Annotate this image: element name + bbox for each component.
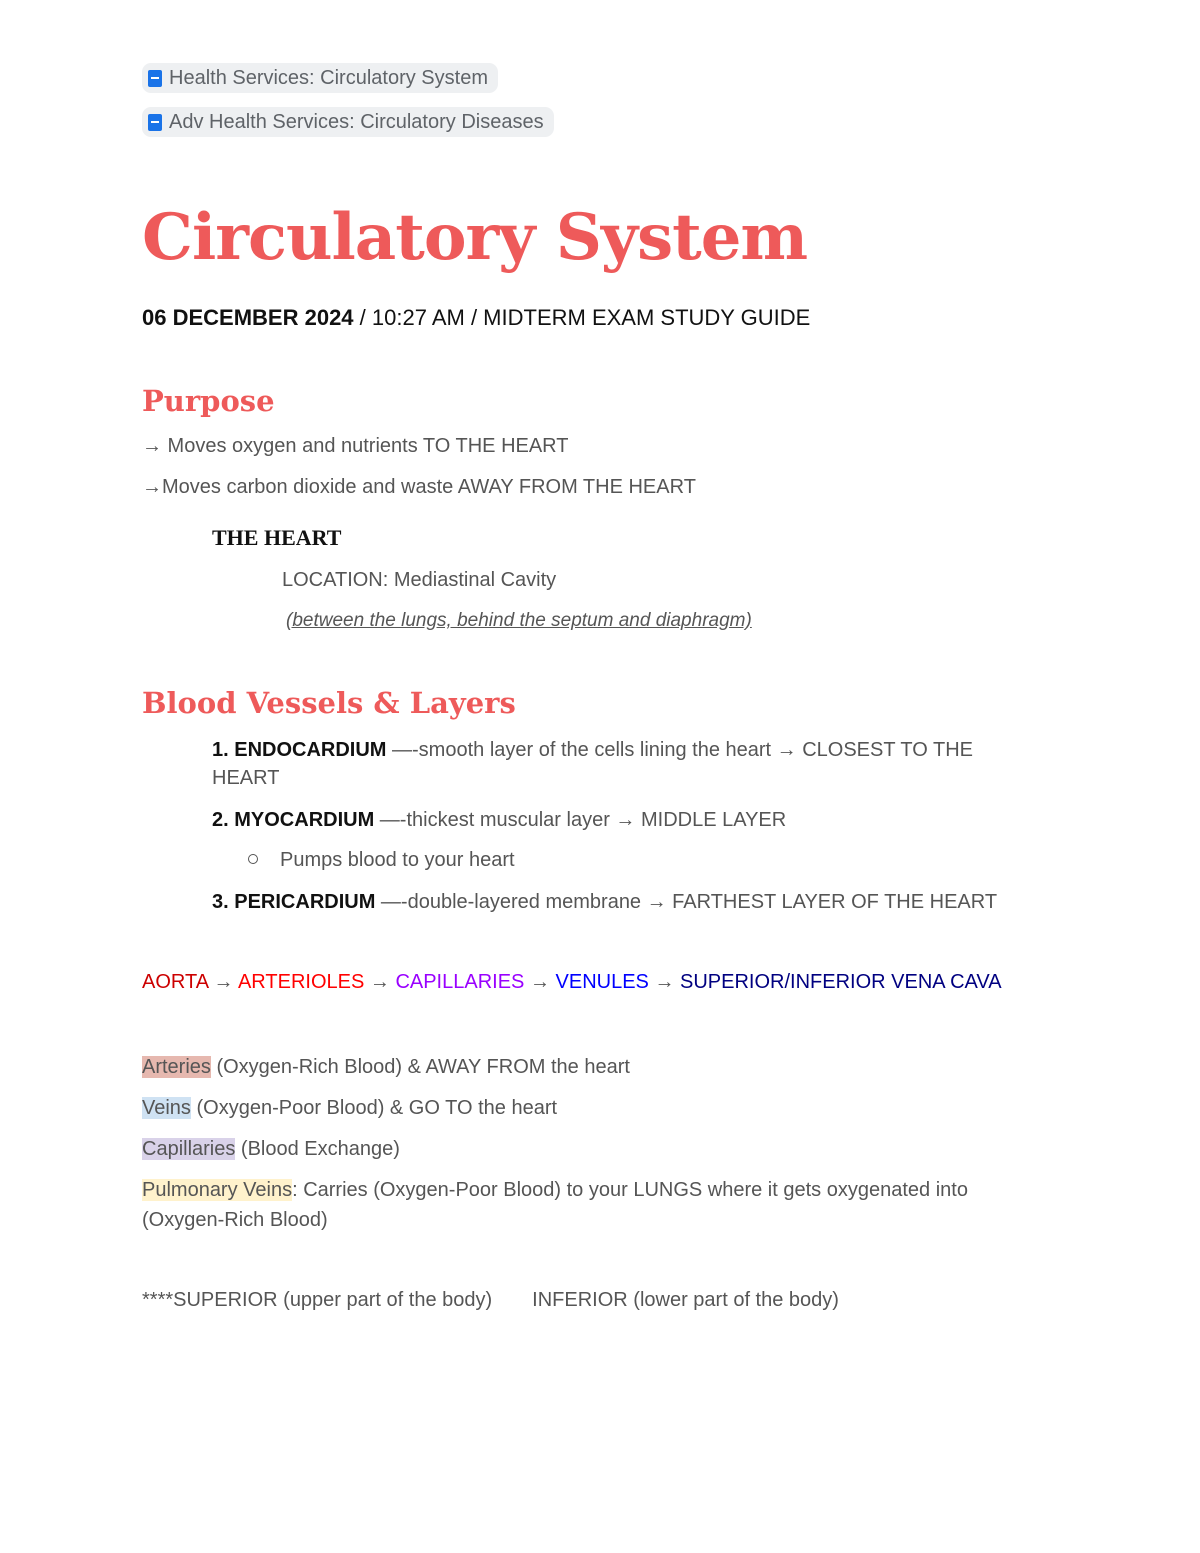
linked-doc-chip-circulatory-diseases[interactable] [142, 107, 554, 137]
flow-venules: VENULES [555, 971, 649, 993]
flow-aorta: AORTA [142, 971, 208, 993]
vessel-type-capillaries [142, 1134, 1022, 1164]
heart-location: LOCATION: Mediastinal Cavity [282, 569, 557, 591]
flow-arrow: → [364, 971, 396, 993]
flow-capillaries: CAPILLARIES [395, 971, 525, 993]
document-title: Circulatory System [142, 200, 808, 275]
vessel-type-description: (Oxygen-Rich Blood) & AWAY FROM the heart [210, 1056, 630, 1078]
layer-item-endocardium [212, 736, 1042, 792]
flow-arterioles: ARTERIOLES [237, 971, 365, 993]
sub-bullet-item [248, 849, 515, 872]
google-doc-icon [148, 70, 162, 87]
google-doc-icon [148, 114, 162, 131]
flow-arrow: → [648, 971, 681, 993]
document-meta [142, 305, 810, 331]
heart-subheading: THE HEART [212, 525, 342, 550]
note-inferior: INFERIOR (lower part of the body) [532, 1289, 839, 1311]
flow-arrow: → [524, 971, 556, 993]
highlighted-term: Veins [142, 1097, 191, 1119]
layer-description: —-double-layered membrane → FARTHEST LAYER OF THE HEART [375, 891, 998, 913]
layer-name: PERICARDIUM [234, 891, 376, 913]
vessel-type-description: : Carries (Oxygen-Poor Blood) to your LUNGS where it gets oxygenated into (Oxygen-Rich Blood) [142, 1179, 968, 1231]
highlighted-term: Arteries [142, 1056, 211, 1078]
vessel-type-description: (Oxygen-Poor Blood) & GO TO the heart [190, 1097, 558, 1119]
blood-flow-sequence [142, 971, 1002, 994]
sub-bullet-text: Pumps blood to your heart [280, 849, 515, 871]
layer-item-myocardium [212, 806, 1042, 834]
layer-number: 1. [212, 739, 229, 761]
layer-name: MYOCARDIUM [234, 809, 375, 831]
layer-number: 3. [212, 891, 229, 913]
layer-item-pericardium [212, 888, 1042, 916]
layer-number: 2. [212, 809, 229, 831]
note-superior: ****SUPERIOR (upper part of the body) [142, 1289, 493, 1311]
layer-name: ENDOCARDIUM [234, 739, 387, 761]
section-heading-purpose: Purpose [142, 384, 275, 418]
heart-location-note: (between the lungs, behind the septum and diaphragm) [286, 610, 752, 631]
section-heading-blood-vessels: Blood Vessels & Layers [142, 686, 516, 720]
superior-inferior-note [142, 1289, 839, 1312]
highlighted-term: Capillaries [142, 1138, 236, 1160]
layer-description: —-smooth layer of the cells lining the heart → CLOSEST TO THE HEART [212, 739, 974, 789]
meta-rest: / 10:27 AM / MIDTERM EXAM STUDY GUIDE [353, 305, 811, 330]
flow-vena-cava: SUPERIOR/INFERIOR VENA CAVA [680, 971, 1002, 993]
vessel-type-pulmonary-veins [142, 1175, 1022, 1235]
vessel-type-description: (Blood Exchange) [235, 1138, 400, 1160]
purpose-line: →Moves carbon dioxide and waste AWAY FROM THE HEART [142, 476, 696, 498]
linked-doc-label: Adv Health Services: Circulatory Diseases [169, 110, 544, 133]
vessel-type-arteries [142, 1052, 1022, 1082]
flow-arrow: → [207, 971, 238, 993]
purpose-line: → Moves oxygen and nutrients TO THE HEART [142, 435, 569, 457]
layer-description: —-thickest muscular layer → MIDDLE LAYER [374, 809, 787, 831]
linked-doc-label: Health Services: Circulatory System [169, 66, 488, 89]
linked-doc-chip-circulatory-system[interactable] [142, 63, 498, 93]
vessel-type-veins [142, 1093, 1022, 1123]
hollow-bullet-icon [248, 854, 258, 864]
meta-date: 06 DECEMBER 2024 [142, 305, 354, 330]
highlighted-term: Pulmonary Veins [142, 1179, 293, 1201]
